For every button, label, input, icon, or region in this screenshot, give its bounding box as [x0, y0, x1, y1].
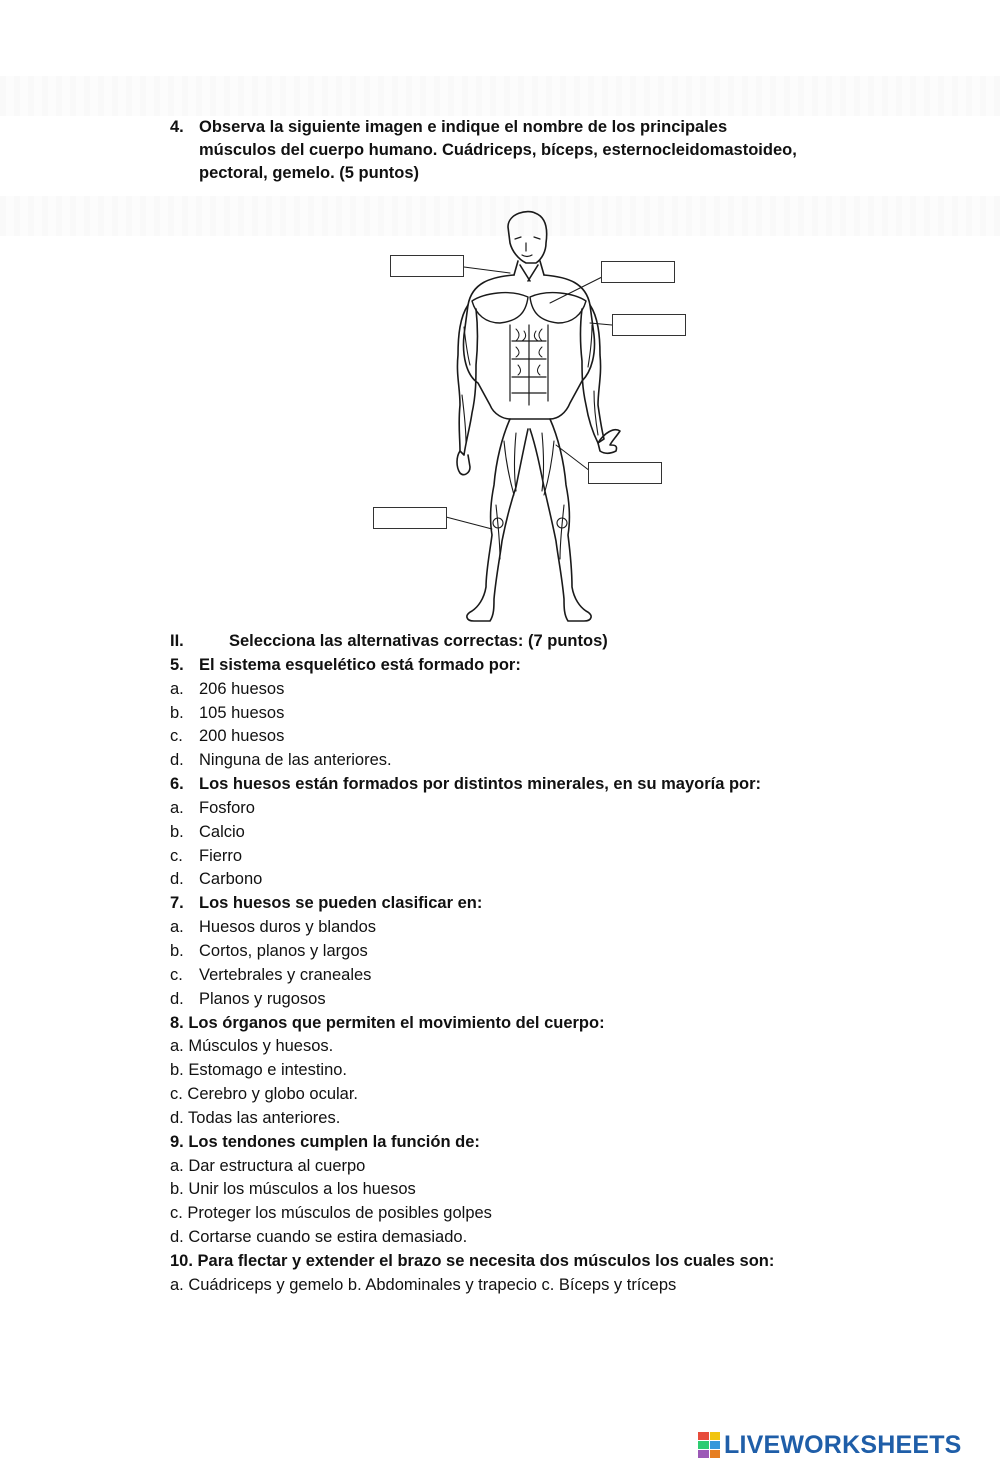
- label-box-quadriceps[interactable]: [588, 462, 662, 484]
- logo-tile: [698, 1450, 709, 1458]
- logo-tile: [698, 1441, 709, 1449]
- answer-option[interactable]: [170, 749, 930, 773]
- pectoral-left: [472, 293, 528, 323]
- option-text: 200 huesos: [199, 727, 285, 746]
- option-letter: d.: [170, 870, 184, 889]
- question-4-text: [199, 116, 890, 185]
- logo-tile: [710, 1450, 721, 1458]
- logo-tile: [710, 1432, 721, 1440]
- answer-option[interactable]: [170, 868, 930, 892]
- option-text: Vertebrales y craneales: [199, 965, 372, 984]
- option-text: Carbono: [199, 870, 263, 889]
- leg-muscle-lines: [496, 433, 564, 559]
- question-text: Los huesos se pueden clasificar en:: [199, 894, 483, 913]
- option-letter: a.: [170, 679, 184, 698]
- answer-option[interactable]: c. Cerebro y globo ocular.: [170, 1085, 359, 1104]
- question-line: [170, 654, 930, 678]
- logo-tile: [698, 1432, 709, 1440]
- answer-option[interactable]: [170, 725, 930, 749]
- option-letter: b.: [170, 941, 184, 960]
- question-line: 8. Los órganos que permiten el movimiento del cuerpo:: [170, 1013, 605, 1032]
- leader-line-quadriceps: [556, 445, 590, 471]
- answer-option[interactable]: [170, 821, 930, 845]
- option-letter: c.: [170, 846, 183, 865]
- answer-option[interactable]: a. Cuádriceps y gemelo b. Abdominales y trapecio c. Bíceps y tríceps: [170, 1275, 677, 1294]
- neck-lines: [514, 261, 544, 281]
- muscle-diagram: [360, 205, 700, 630]
- question-number: 7.: [170, 894, 184, 913]
- answer-option[interactable]: [170, 702, 930, 726]
- answer-option[interactable]: [170, 845, 930, 869]
- answer-option[interactable]: a. Músculos y huesos.: [170, 1037, 334, 1056]
- leader-line-calf: [446, 517, 492, 529]
- right-leg: [530, 419, 591, 621]
- question-4-line: Observa la siguiente imagen e indique el nombre de los principales: [199, 118, 728, 136]
- question-line: 9. Los tendones cumplen la función de:: [170, 1132, 480, 1151]
- question-text: El sistema esquelético está formado por:: [199, 655, 521, 674]
- option-letter: a.: [170, 918, 184, 937]
- answer-option[interactable]: d. Todas las anteriores.: [170, 1108, 341, 1127]
- answer-option[interactable]: [170, 940, 930, 964]
- answer-option[interactable]: b. Estomago e intestino.: [170, 1061, 348, 1080]
- logo-mark-icon: [698, 1432, 720, 1458]
- section-title: Selecciona las alternativas correctas: (7 puntos): [229, 632, 608, 650]
- option-text: Calcio: [199, 822, 245, 841]
- option-letter: b.: [170, 822, 184, 841]
- label-box-pectoral[interactable]: [601, 261, 675, 283]
- option-text: Fierro: [199, 846, 243, 865]
- option-text: Ninguna de las anteriores.: [199, 751, 392, 770]
- answer-option[interactable]: [170, 964, 930, 988]
- logo-text: LIVEWORKSHEETS: [724, 1430, 962, 1459]
- option-letter: a.: [170, 798, 184, 817]
- leader-line-neck: [464, 267, 510, 273]
- leader-line-pectoral: [550, 277, 602, 303]
- option-text: 105 huesos: [199, 703, 285, 722]
- question-number: 4.: [170, 118, 184, 136]
- option-letter: c.: [170, 965, 183, 984]
- label-box-neck[interactable]: [390, 255, 464, 277]
- option-text: 206 huesos: [199, 679, 285, 698]
- option-letter: d.: [170, 751, 184, 770]
- question-line: 10. Para flectar y extender el brazo se necesita dos músculos los cuales son:: [170, 1251, 775, 1270]
- label-box-biceps[interactable]: [612, 314, 686, 336]
- answer-option[interactable]: [170, 797, 930, 821]
- section-number: II.: [170, 632, 184, 650]
- liveworksheets-logo: [698, 1430, 962, 1460]
- option-text: Huesos duros y blandos: [199, 918, 377, 937]
- question-number: 5.: [170, 655, 184, 674]
- option-text: Fosforo: [199, 798, 255, 817]
- question-text: Los huesos están formados por distintos minerales, en su mayoría por:: [199, 775, 762, 794]
- option-letter: b.: [170, 703, 184, 722]
- pectoral-right: [530, 293, 586, 323]
- question-line: [170, 892, 930, 916]
- answer-option[interactable]: d. Cortarse cuando se estira demasiado.: [170, 1228, 468, 1247]
- logo-tile: [710, 1441, 721, 1449]
- answer-option[interactable]: [170, 916, 930, 940]
- question-4-line: músculos del cuerpo humano. Cuádriceps, bíceps, esternocleidomastoideo,: [199, 141, 797, 159]
- option-letter: c.: [170, 727, 183, 746]
- answer-option[interactable]: a. Dar estructura al cuerpo: [170, 1156, 366, 1175]
- label-box-calf[interactable]: [373, 507, 447, 529]
- question-4: [170, 116, 890, 185]
- answer-option[interactable]: [170, 988, 930, 1012]
- head-outline: [508, 212, 547, 263]
- option-text: Cortos, planos y largos: [199, 941, 368, 960]
- question-list: [170, 654, 930, 1298]
- question-4-line: pectoral, gemelo. (5 puntos): [199, 164, 420, 182]
- option-letter: d.: [170, 989, 184, 1008]
- answer-option[interactable]: c. Proteger los músculos de posibles golpes: [170, 1204, 492, 1223]
- face-lines: [515, 237, 540, 257]
- option-text: Planos y rugosos: [199, 989, 326, 1008]
- answer-option[interactable]: [170, 678, 930, 702]
- question-line: [170, 773, 930, 797]
- question-number: 6.: [170, 775, 184, 794]
- section-heading: [170, 630, 930, 654]
- answer-option[interactable]: b. Unir los músculos a los huesos: [170, 1180, 416, 1199]
- quiz-section: [170, 630, 930, 1298]
